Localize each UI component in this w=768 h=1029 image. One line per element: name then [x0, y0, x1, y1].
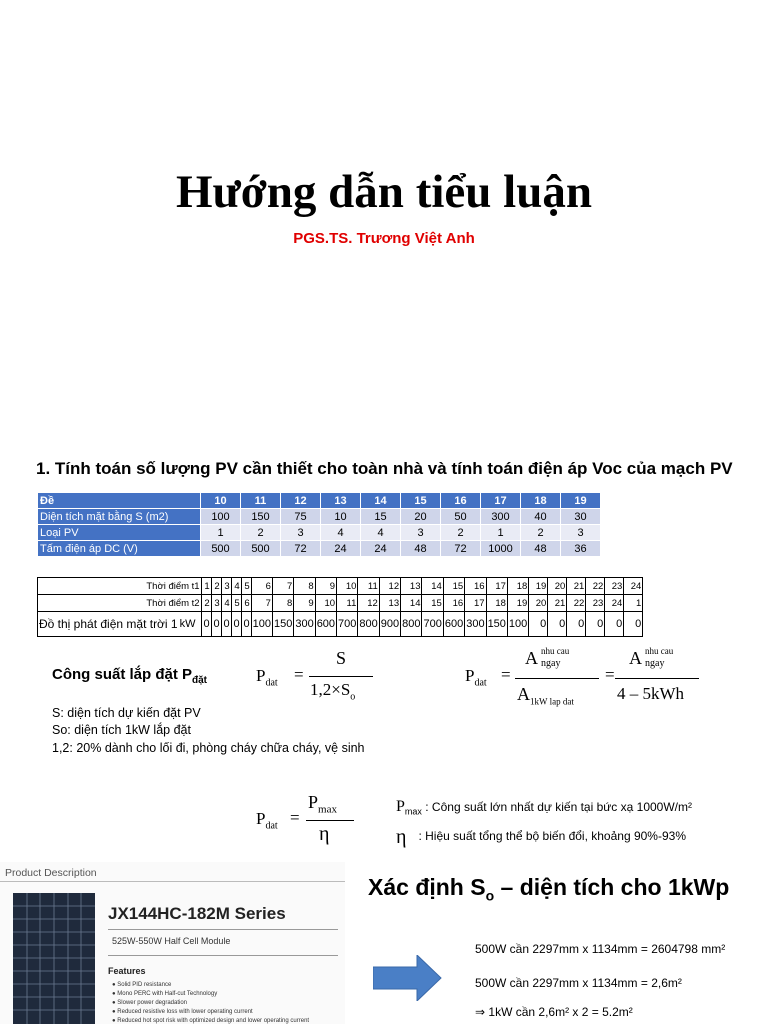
author: PGS.TS. Trương Việt Anh	[293, 230, 475, 247]
feature-item: ● Solid PID resistance	[112, 982, 172, 988]
generation-cell: 9	[315, 578, 336, 595]
spec-cell: 500	[201, 541, 241, 557]
formula3-lhs-p: P	[256, 809, 266, 828]
spec-cell: 1	[481, 525, 521, 541]
calc-line-3: ⇒ 1kW cần 2,6m² x 2 = 5.2m²	[475, 1005, 633, 1019]
generation-cell: 100	[251, 612, 272, 637]
formula2-den-a: A	[517, 684, 530, 704]
feature-text: Mono PERC with Half-cut Technology	[117, 991, 218, 997]
spec-table	[37, 492, 601, 557]
so-section-title	[368, 874, 729, 904]
generation-cell: 16	[443, 595, 464, 612]
generation-cell: 600	[443, 612, 464, 637]
generation-cell: 0	[231, 612, 241, 637]
formula1-lhs-sub: dat	[265, 677, 278, 689]
generation-cell: 10	[337, 578, 358, 595]
spec-cell: 3	[281, 525, 321, 541]
generation-cell: 300	[465, 612, 486, 637]
formula2-lhs-p: P	[465, 666, 475, 685]
generation-cell: 800	[401, 612, 422, 637]
arrow-right-icon	[373, 955, 443, 1001]
spec-row-pv-type	[38, 525, 601, 541]
install-power-label-text: Công suất lắp đặt P	[52, 666, 193, 683]
formula2-num2-a: A	[629, 648, 642, 668]
pmax-symbol: P	[396, 798, 405, 815]
generation-cell: 24	[605, 595, 624, 612]
spec-cell: 2	[441, 525, 481, 541]
so-title-sub: o	[485, 887, 495, 904]
divider	[0, 881, 345, 882]
eta-note-text: : Hiệu suất tổng thể bộ biến đổi, khoảng 90%-93%	[418, 829, 686, 843]
spec-col: 15	[401, 493, 441, 509]
generation-cell: 0	[221, 612, 231, 637]
product-description-heading: Product Description	[5, 867, 97, 879]
generation-cell: 2	[201, 595, 211, 612]
formula2-numerator	[525, 648, 538, 669]
spec-cell: 300	[481, 509, 521, 525]
product-series: JX144HC-182M Series	[108, 904, 286, 923]
formula-pdat-energy	[465, 644, 705, 710]
formula1-equals: =	[294, 665, 304, 684]
formula2-num2-sup: nhu cau	[645, 646, 674, 656]
feature-item: ● Mono PERC with Half-cut Technology	[112, 991, 218, 997]
feature-item: ● Reduced hot spot risk with optimized design and lower operating current	[112, 1018, 310, 1024]
formula1-den-sub: o	[350, 691, 356, 703]
solar-panel-grid	[13, 893, 95, 1024]
eta-symbol: η	[396, 826, 407, 848]
generation-cell: 4	[231, 578, 241, 595]
pmax-symbol-sub: max	[404, 806, 422, 817]
spec-row-dc-voltage	[38, 541, 601, 557]
install-power-label-sub: đặt	[192, 675, 208, 686]
generation-cell: 14	[422, 578, 443, 595]
formula3-bar	[306, 820, 354, 821]
generation-cell: 0	[211, 612, 221, 637]
so-title-a: Xác định S	[368, 874, 486, 900]
generation-cell: 24	[624, 578, 643, 595]
product-subtitle: 525W-550W Half Cell Module	[112, 936, 231, 946]
formula2-den2: 4 – 5kWh	[617, 684, 685, 703]
formula2-equals-2: =	[605, 665, 615, 684]
formula3-denominator: η	[319, 823, 330, 845]
generation-cell: 300	[294, 612, 315, 637]
generation-cell: 10	[315, 595, 336, 612]
formula2-den-sub: 1kW lap dat	[530, 696, 574, 707]
generation-cell: 17	[486, 578, 507, 595]
spec-cell: 4	[321, 525, 361, 541]
spec-row-label: Diện tích mặt bằng S (m2)	[38, 509, 201, 525]
feature-text: Reduced hot spot risk with optimized design and lower operating current	[117, 1018, 310, 1024]
generation-cell: 13	[401, 578, 422, 595]
page-title: Hướng dẫn tiểu luận	[175, 166, 592, 218]
generation-cell: 19	[507, 595, 528, 612]
generation-cell: 11	[358, 578, 379, 595]
generation-cell: 600	[315, 612, 336, 637]
generation-cell: 2	[211, 578, 221, 595]
spec-col: 16	[441, 493, 481, 509]
generation-cell: 11	[337, 595, 358, 612]
spec-cell: 150	[241, 509, 281, 525]
generation-cell: 16	[465, 578, 486, 595]
section-1-heading: 1. Tính toán số lượng PV cần thiết cho toàn nhà và tính toán điện áp Voc của mạch PV	[36, 459, 733, 478]
spec-cell: 2	[241, 525, 281, 541]
calc-line-2: 500W cần 2297mm x 1134mm = 2,6m²	[475, 976, 682, 990]
so-title-b: – diện tích cho 1kWp	[494, 874, 730, 900]
features-title: Features	[108, 966, 146, 976]
formula3-equals: =	[290, 808, 300, 827]
spec-cell: 1000	[481, 541, 521, 557]
feature-text: Reduced resistive loss with lower operating current	[117, 1009, 253, 1015]
spec-cell: 10	[321, 509, 361, 525]
generation-cell: 0	[201, 612, 211, 637]
generation-cell: 150	[486, 612, 507, 637]
generation-cell: 21	[567, 578, 586, 595]
formula3-numerator	[308, 792, 337, 816]
generation-cell: 5	[241, 578, 251, 595]
formula3-lhs-sub: dat	[265, 820, 278, 832]
formula2-num-sup: nhu cau	[541, 646, 570, 656]
power-row-unit: kW	[179, 612, 202, 637]
generation-cell: 4	[221, 595, 231, 612]
formula3-num-sub: max	[318, 803, 337, 816]
generation-table	[37, 577, 643, 637]
spec-cell: 50	[441, 509, 481, 525]
formula2-lhs	[465, 666, 487, 688]
feature-item: ● Slower power degradation	[112, 1000, 188, 1006]
generation-cell: 21	[548, 595, 567, 612]
spec-cell: 20	[401, 509, 441, 525]
generation-cell: 0	[567, 612, 586, 637]
generation-cell: 18	[507, 578, 528, 595]
generation-cell: 800	[358, 612, 379, 637]
spec-header-row	[38, 493, 601, 509]
generation-cell: 9	[294, 595, 315, 612]
generation-cell: 6	[241, 595, 251, 612]
feature-text: Slower power degradation	[117, 1000, 188, 1006]
generation-cell: 8	[272, 595, 293, 612]
generation-cell: 19	[529, 578, 548, 595]
generation-cell: 0	[529, 612, 548, 637]
generation-cell: 6	[251, 578, 272, 595]
formula2-bar-2	[615, 678, 699, 679]
generation-cell: 13	[379, 595, 400, 612]
spec-header-label: Đề	[38, 493, 201, 509]
spec-cell: 2	[521, 525, 561, 541]
generation-cell: 0	[586, 612, 605, 637]
time-t2-row	[38, 595, 643, 612]
generation-cell: 22	[567, 595, 586, 612]
note-factor: 1,2: 20% dành cho lối đi, phòng cháy chữa cháy, vệ sinh	[52, 741, 365, 755]
generation-cell: 17	[465, 595, 486, 612]
feature-item: ● Reduced resistive loss with lower operating current	[112, 1009, 253, 1015]
generation-cell: 22	[586, 578, 605, 595]
spec-cell: 15	[361, 509, 401, 525]
time-t1-label: Thời điểm t1	[38, 578, 202, 595]
spec-col: 13	[321, 493, 361, 509]
spec-cell: 30	[561, 509, 601, 525]
generation-cell: 7	[251, 595, 272, 612]
spec-cell: 72	[441, 541, 481, 557]
generation-cell: 23	[605, 578, 624, 595]
generation-cell: 700	[337, 612, 358, 637]
generation-cell: 0	[548, 612, 567, 637]
generation-cell: 900	[379, 612, 400, 637]
spec-cell: 500	[241, 541, 281, 557]
calc-line-1: 500W cần 2297mm x 1134mm = 2604798 mm²	[475, 942, 726, 956]
spec-cell: 1	[201, 525, 241, 541]
generation-cell: 0	[605, 612, 624, 637]
generation-cell: 3	[221, 578, 231, 595]
generation-cell: 15	[422, 595, 443, 612]
formula2-num-sub: ngay	[541, 658, 561, 669]
spec-col: 12	[281, 493, 321, 509]
formula1-denominator	[310, 680, 355, 702]
spec-col: 17	[481, 493, 521, 509]
generation-cell: 12	[379, 578, 400, 595]
spec-cell: 24	[361, 541, 401, 557]
generation-cell: 18	[486, 595, 507, 612]
spec-row-label: Tấm điện áp DC (V)	[38, 541, 201, 557]
install-power-label	[52, 666, 207, 686]
generation-cell: 7	[272, 578, 293, 595]
formula2-equals: =	[501, 665, 511, 684]
formula3-num-p: P	[308, 792, 319, 812]
generation-cell: 150	[272, 612, 293, 637]
spec-cell: 36	[561, 541, 601, 557]
generation-cell: 0	[241, 612, 251, 637]
spec-cell: 24	[321, 541, 361, 557]
spec-cell: 72	[281, 541, 321, 557]
generation-cell: 15	[443, 578, 464, 595]
spec-row-label: Loại PV	[38, 525, 201, 541]
pmax-note	[396, 798, 692, 816]
spec-cell: 3	[561, 525, 601, 541]
divider	[108, 955, 338, 956]
spec-cell: 75	[281, 509, 321, 525]
generation-cell: 700	[422, 612, 443, 637]
power-row-label: Đồ thị phát điện mặt trời 1	[38, 612, 179, 637]
spec-col: 14	[361, 493, 401, 509]
formula1-den-text: 1,2×S	[310, 680, 351, 699]
generation-cell: 20	[529, 595, 548, 612]
solar-panel-image	[13, 893, 95, 1024]
divider	[108, 929, 338, 930]
formula3-lhs	[256, 809, 278, 831]
pmax-note-text: : Công suất lớn nhất dự kiến tại bức xạ 1000W/m²	[421, 800, 692, 814]
spec-cell: 48	[401, 541, 441, 557]
generation-cell: 12	[358, 595, 379, 612]
spec-cell: 4	[361, 525, 401, 541]
generation-cell: 8	[294, 578, 315, 595]
note-so: So: diện tích 1kW lắp đặt	[52, 723, 191, 737]
spec-col: 11	[241, 493, 281, 509]
generation-cell: 5	[231, 595, 241, 612]
power-row	[38, 612, 643, 637]
spec-col: 19	[561, 493, 601, 509]
generation-cell: 0	[624, 612, 643, 637]
formula1-bar	[309, 676, 373, 677]
formula-pdat-pmax	[256, 790, 356, 850]
formula2-denominator	[517, 684, 574, 707]
spec-cell: 100	[201, 509, 241, 525]
formula2-num-a: A	[525, 648, 538, 668]
generation-cell: 1	[201, 578, 211, 595]
generation-cell: 23	[586, 595, 605, 612]
generation-cell: 14	[401, 595, 422, 612]
spec-col: 18	[521, 493, 561, 509]
time-t2-label: Thời điểm t2	[38, 595, 202, 612]
formula2-num2-sub: ngay	[645, 658, 665, 669]
spec-row-area	[38, 509, 601, 525]
formula1-lhs	[256, 666, 278, 688]
formula1-numerator: S	[335, 648, 346, 668]
spec-cell: 40	[521, 509, 561, 525]
note-s: S: diện tích dự kiến đặt PV	[52, 706, 201, 720]
feature-text: Solid PID resistance	[117, 982, 172, 988]
spec-cell: 48	[521, 541, 561, 557]
spec-cell: 3	[401, 525, 441, 541]
eta-note	[396, 826, 686, 849]
generation-cell: 20	[548, 578, 567, 595]
spec-col: 10	[201, 493, 241, 509]
formula2-bar	[515, 678, 599, 679]
formula1-lhs-p: P	[256, 666, 266, 685]
time-t1-row	[38, 578, 643, 595]
generation-cell: 1	[624, 595, 643, 612]
generation-cell: 3	[211, 595, 221, 612]
formula2-lhs-sub: dat	[474, 677, 487, 689]
generation-cell: 100	[507, 612, 528, 637]
formula-pdat-area	[256, 648, 376, 708]
